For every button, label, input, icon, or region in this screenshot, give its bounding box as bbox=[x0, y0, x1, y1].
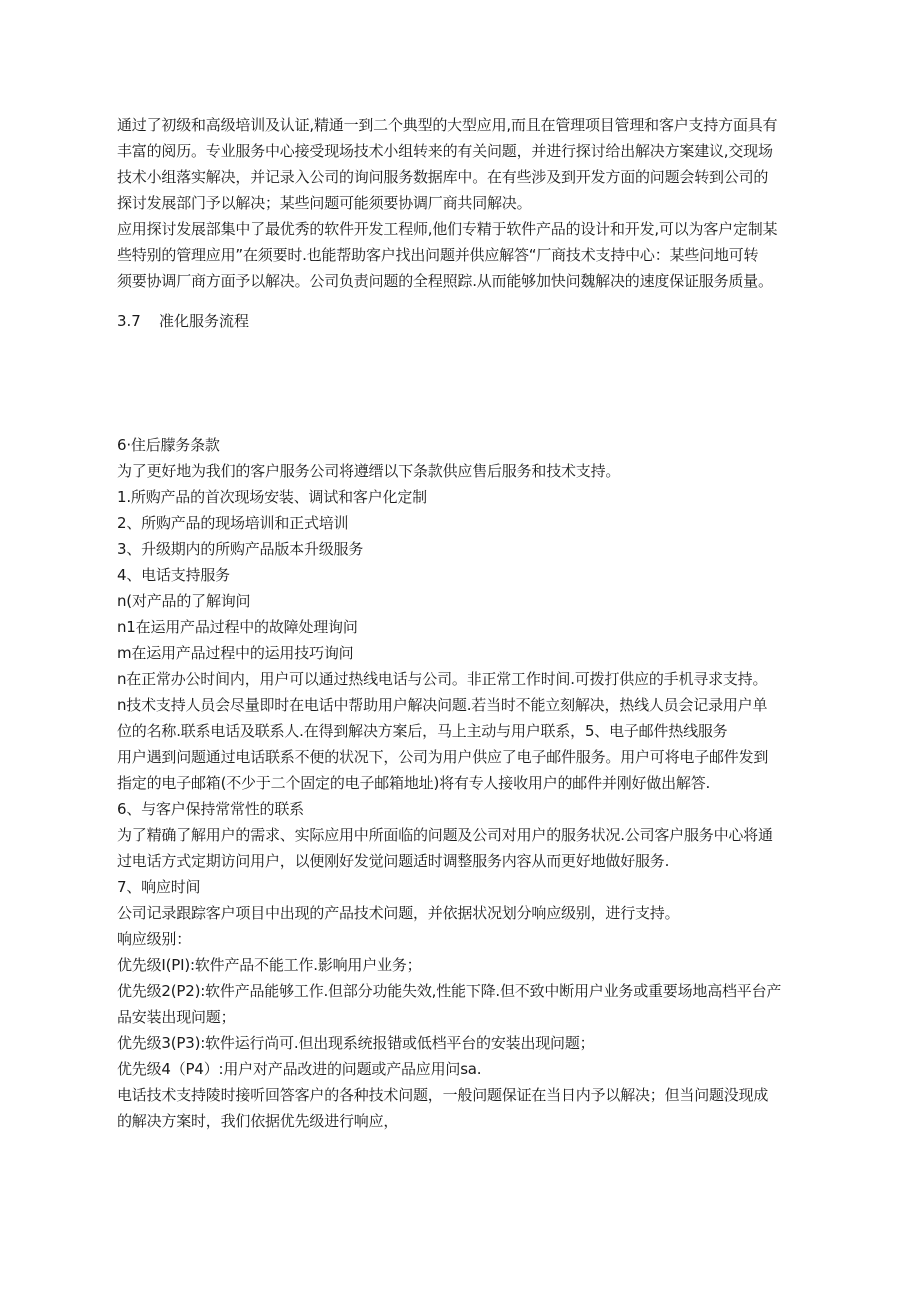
text-line: 指定的电子邮箱(不少于二个固定的电子邮箱地址)将有专人接收用户的邮件并刚好做出解答. bbox=[117, 774, 711, 792]
sub-item: n在正常办公时间内，用户可以通过热线电话与公司。非正常工作时间.可拨打供应的手机寻求支持。 bbox=[117, 670, 768, 688]
section-heading bbox=[117, 308, 249, 334]
terms-heading: 6·住后朦务条款 bbox=[117, 436, 220, 454]
list-item: 7、响应时间 bbox=[117, 878, 201, 896]
text-line: 探讨发展部门予以解决；某些问题可能须要协调厂商共同解决。 bbox=[117, 194, 532, 212]
list-item: 4、电话支持服务 bbox=[117, 566, 230, 584]
text-line: 公司记录跟踪客户项目中出现的产品技术问题，并依据状况划分响应级别，进行支持。 bbox=[117, 904, 680, 922]
list-item: 1.所购产品的首次现场安装、调试和客户化定制 bbox=[117, 488, 427, 506]
text-line: 须要协调厂商方面予以解决。公司负责问题的全程照踪.从而能够加快问魏解决的速度保证服务质量。 bbox=[117, 272, 773, 290]
text-line: 为了更好地为我们的客户服务公司将遵缙以下条款供应售后服务和技术支持。 bbox=[117, 462, 621, 480]
text-line: 位的名称.联系电话及联系人.在得到解决方案后，马上主动与用户联系，5、电子邮件热线服务 bbox=[117, 722, 728, 740]
priority-item: 优先级2(P2):软件产品能够工作.但部分功能失效,性能下降.但不致中断用户业务或重要场地高档平台产 bbox=[117, 982, 782, 1000]
list-item: 3、升级期内的所购产品版本升级服务 bbox=[117, 540, 364, 558]
text-line: 丰富的阅历。专业服务中心接受现场技术小组转来的有关问题，并进行探讨给出解决方案建议,交现场 bbox=[117, 142, 773, 160]
sub-item: n技术支持人员会尽量即时在电话中帮助用户解决问题.若当时不能立刻解决，热线人员会记录用户单 bbox=[117, 696, 768, 714]
text-line: 通过了初级和高级培训及认证,精通一到二个典型的大型应用,而且在管理项目管理和客户支持方面具有 bbox=[117, 116, 778, 134]
text-line: 些特别的管理应用”在须要时.也能帮助客户找出问题并供应解答“厂商技术支持中心：某些问地可转 bbox=[117, 246, 759, 264]
section-number: 3.7 bbox=[117, 312, 141, 330]
sub-item: n(对产品的了解询问 bbox=[117, 592, 251, 610]
priority-item: 优先级4（P4）:用户对产品改进的问题或产品应用问sa. bbox=[117, 1060, 482, 1078]
sub-item: n1在运用产品过程中的故障处理询问 bbox=[117, 618, 358, 636]
text-line: 过电话方式定期访问用户，以便刚好发觉问题适时调整服务内容从而更好地做好服务. bbox=[117, 852, 670, 870]
sub-item: m在运用产品过程中的运用技巧询问 bbox=[117, 644, 354, 662]
intro-paragraph bbox=[117, 112, 807, 216]
text-line: 品安装出现问题； bbox=[117, 1008, 236, 1026]
list-item: 2、所购产品的现场培训和正式培训 bbox=[117, 514, 349, 532]
list-item: 6、与客户保持常常性的联系 bbox=[117, 800, 304, 818]
text-line: 用户遇到问题通过电话联系不便的状况下，公司为用户供应了电子邮件服务。用户可将电子邮件发到 bbox=[117, 748, 769, 766]
text-line: 应用探讨发展部集中了最优秀的软件开发工程师,他们专精于软件产品的设计和开发,可以为客户定制某 bbox=[117, 220, 778, 238]
priority-item: 优先级I(PI):软件产品不能工作.影响用户业务； bbox=[117, 956, 422, 974]
priority-item: 优先级3(P3):软件运行尚可.但出现系统报错或低档平台的安装出现问题； bbox=[117, 1034, 595, 1052]
text-line: 电话技术支持陵时接听回答客户的各种技术问题，一般问题保证在当日内予以解决；但当问题没现成 bbox=[117, 1086, 769, 1104]
dev-paragraph bbox=[117, 216, 807, 294]
section-title: 准化服务流程 bbox=[159, 312, 250, 330]
service-terms bbox=[117, 432, 807, 1134]
text-line: 的解决方案时，我们依据优先级进行响应， bbox=[117, 1112, 399, 1130]
text-line: 技术小组落实解决，并记录入公司的询问服务数据库中。在有些涉及到开发方面的问题会转到公司的 bbox=[117, 168, 769, 186]
text-line: 为了精确了解用户的需求、实际应用中所面临的问题及公司对用户的服务状况.公司客户服务中心将通 bbox=[117, 826, 773, 844]
text-line: 响应级别： bbox=[117, 930, 192, 948]
